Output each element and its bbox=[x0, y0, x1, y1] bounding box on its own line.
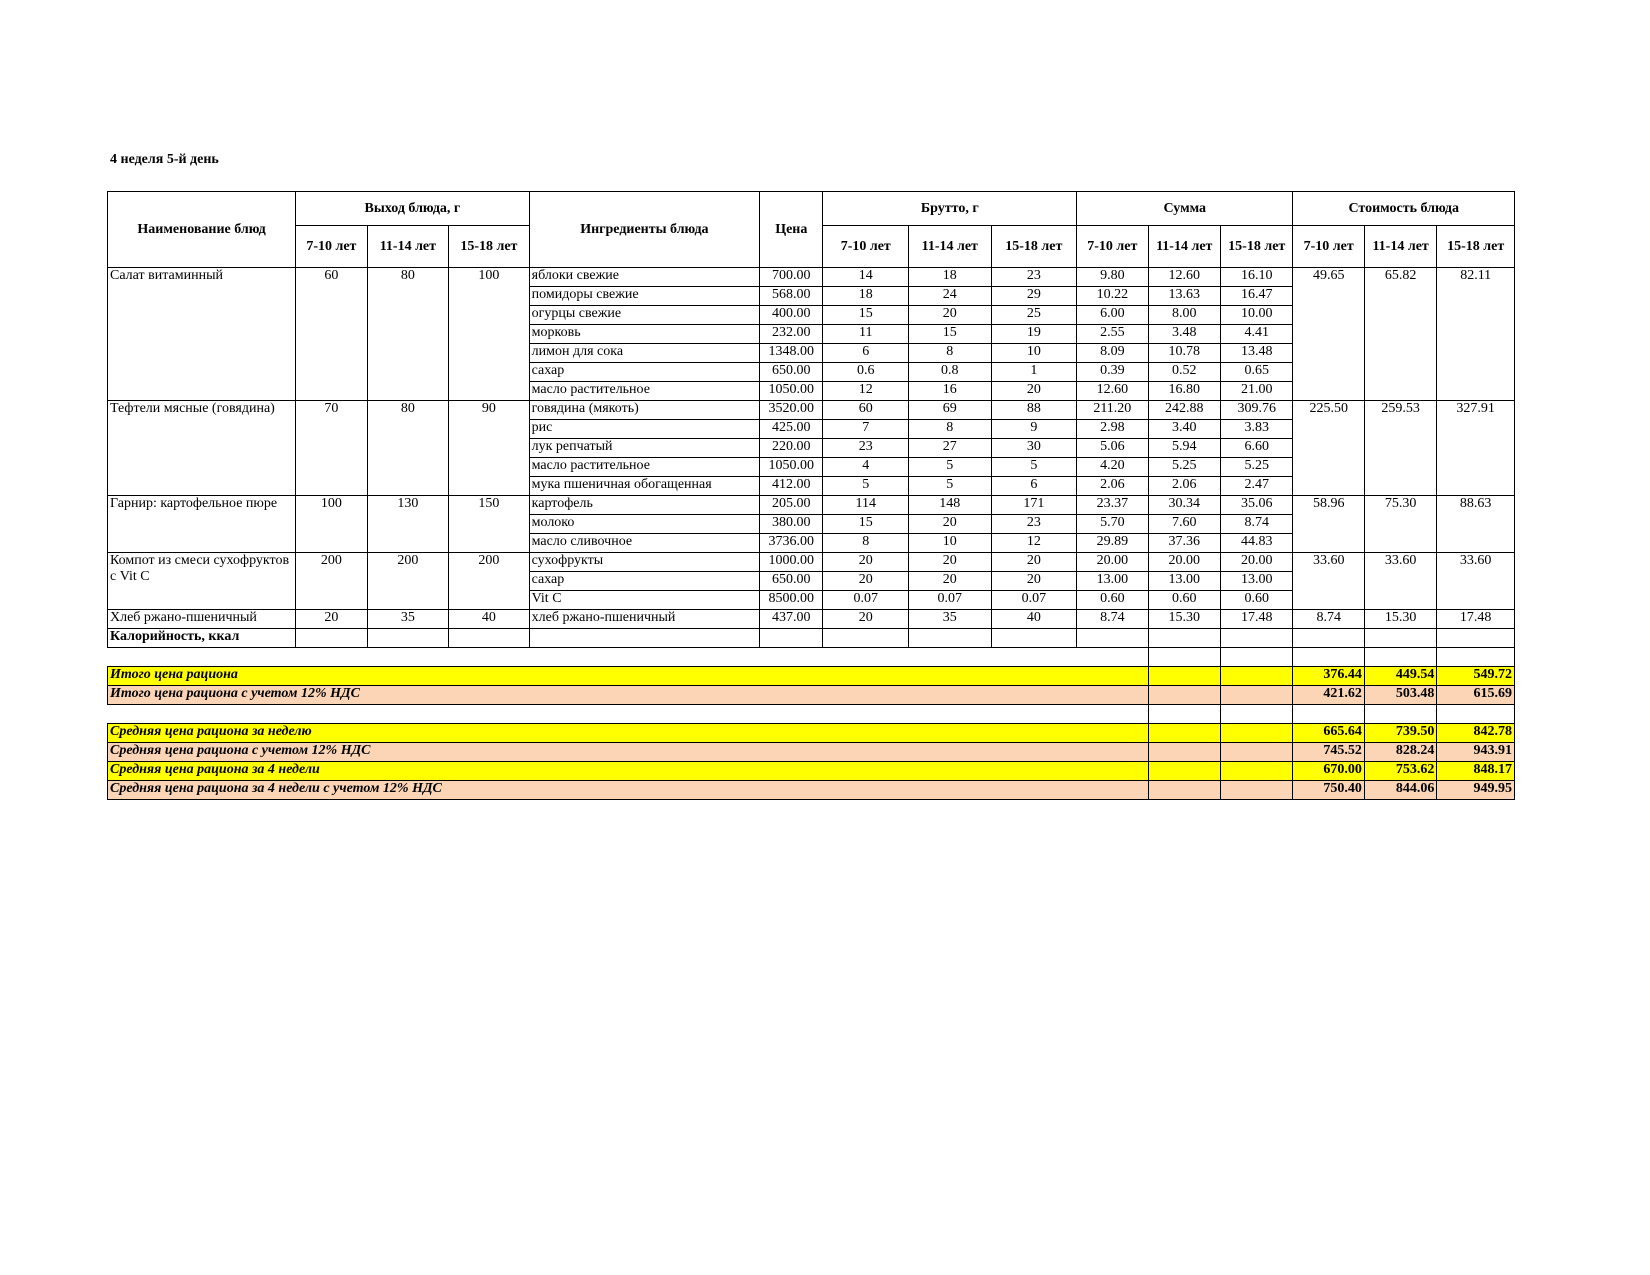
ingredient-name: лук репчатый bbox=[529, 439, 759, 458]
total-value: 753.62 bbox=[1364, 762, 1436, 781]
dish-cost: 327.91 bbox=[1437, 401, 1515, 496]
header-age: 11-14 лет bbox=[1148, 226, 1220, 268]
empty-cell bbox=[1364, 648, 1436, 667]
total-value: 665.64 bbox=[1293, 724, 1364, 743]
header-age: 15-18 лет bbox=[449, 226, 530, 268]
ingredient-price: 650.00 bbox=[760, 363, 823, 382]
empty-cell bbox=[1364, 705, 1436, 724]
ingredient-sum: 8.09 bbox=[1077, 344, 1148, 363]
calories-row bbox=[108, 629, 1515, 648]
ingredient-brutto: 23 bbox=[991, 515, 1077, 534]
menu-table bbox=[107, 191, 1515, 800]
dish-cost: 8.74 bbox=[1293, 610, 1364, 629]
header-age: 7-10 лет bbox=[296, 226, 367, 268]
ingredient-brutto: 10 bbox=[909, 534, 992, 553]
ingredient-brutto: 20 bbox=[909, 306, 992, 325]
ingredient-brutto: 18 bbox=[823, 287, 909, 306]
empty-cell bbox=[1220, 743, 1292, 762]
ingredient-brutto: 0.8 bbox=[909, 363, 992, 382]
ingredient-name: картофель bbox=[529, 496, 759, 515]
ingredient-brutto: 14 bbox=[823, 268, 909, 287]
ingredient-brutto: 4 bbox=[823, 458, 909, 477]
ingredient-brutto: 12 bbox=[823, 382, 909, 401]
ingredient-price: 1348.00 bbox=[760, 344, 823, 363]
total-value: 549.72 bbox=[1437, 667, 1515, 686]
total-value: 828.24 bbox=[1364, 743, 1436, 762]
ingredient-brutto: 15 bbox=[909, 325, 992, 344]
total-value: 376.44 bbox=[1293, 667, 1364, 686]
ingredient-brutto: 23 bbox=[823, 439, 909, 458]
ingredient-brutto: 12 bbox=[991, 534, 1077, 553]
ingredient-row bbox=[108, 401, 1515, 420]
ingredient-sum: 16.47 bbox=[1220, 287, 1292, 306]
ingredient-name: рис bbox=[529, 420, 759, 439]
ingredient-brutto: 24 bbox=[909, 287, 992, 306]
total-value: 449.54 bbox=[1364, 667, 1436, 686]
header-age: 15-18 лет bbox=[1220, 226, 1292, 268]
ingredient-brutto: 19 bbox=[991, 325, 1077, 344]
header-age: 7-10 лет bbox=[1293, 226, 1364, 268]
ingredient-sum: 309.76 bbox=[1220, 401, 1292, 420]
empty-cell bbox=[1148, 781, 1220, 800]
ingredient-name: морковь bbox=[529, 325, 759, 344]
ingredient-brutto: 6 bbox=[823, 344, 909, 363]
dish-cost: 75.30 bbox=[1364, 496, 1436, 553]
empty-cell bbox=[108, 705, 1149, 724]
ingredient-brutto: 6 bbox=[991, 477, 1077, 496]
empty-cell bbox=[1148, 667, 1220, 686]
total-label: Итого цена рациона с учетом 12% НДС bbox=[108, 686, 1149, 705]
ingredient-sum: 2.06 bbox=[1077, 477, 1148, 496]
empty-cell bbox=[1220, 724, 1292, 743]
empty-cell bbox=[1148, 724, 1220, 743]
ingredient-brutto: 20 bbox=[991, 553, 1077, 572]
empty-cell bbox=[991, 629, 1077, 648]
dish-yield: 200 bbox=[367, 553, 449, 610]
ingredient-price: 700.00 bbox=[760, 268, 823, 287]
empty-cell bbox=[1220, 781, 1292, 800]
ingredient-sum: 8.74 bbox=[1220, 515, 1292, 534]
empty-cell bbox=[1293, 629, 1364, 648]
ingredient-brutto: 25 bbox=[991, 306, 1077, 325]
empty-cell bbox=[1364, 629, 1436, 648]
total-value: 949.95 bbox=[1437, 781, 1515, 800]
total-value: 739.50 bbox=[1364, 724, 1436, 743]
ingredient-price: 3736.00 bbox=[760, 534, 823, 553]
total-label: Средняя цена рациона с учетом 12% НДС bbox=[108, 743, 1149, 762]
ingredient-sum: 0.52 bbox=[1148, 363, 1220, 382]
total-value: 615.69 bbox=[1437, 686, 1515, 705]
ingredient-sum: 2.55 bbox=[1077, 325, 1148, 344]
ingredient-price: 437.00 bbox=[760, 610, 823, 629]
dish-cost: 33.60 bbox=[1293, 553, 1364, 610]
dish-cost: 33.60 bbox=[1364, 553, 1436, 610]
ingredient-sum: 8.74 bbox=[1077, 610, 1148, 629]
ingredient-brutto: 0.6 bbox=[823, 363, 909, 382]
total-value: 842.78 bbox=[1437, 724, 1515, 743]
menu-body bbox=[108, 268, 1515, 800]
dish-cost: 65.82 bbox=[1364, 268, 1436, 401]
ingredient-sum: 21.00 bbox=[1220, 382, 1292, 401]
empty-cell bbox=[1437, 629, 1515, 648]
dish-name: Компот из смеси сухофруктов с Vit C bbox=[108, 553, 296, 610]
empty-cell bbox=[1148, 705, 1220, 724]
ingredient-sum: 2.06 bbox=[1148, 477, 1220, 496]
empty-cell bbox=[529, 629, 759, 648]
dish-cost: 15.30 bbox=[1364, 610, 1436, 629]
total-label: Средняя цена рациона за 4 недели bbox=[108, 762, 1149, 781]
ingredient-price: 400.00 bbox=[760, 306, 823, 325]
header-ingredients: Ингредиенты блюда bbox=[529, 192, 759, 268]
blank-row bbox=[108, 648, 1515, 667]
ingredient-sum: 13.00 bbox=[1077, 572, 1148, 591]
ingredient-brutto: 0.07 bbox=[823, 591, 909, 610]
ingredient-brutto: 15 bbox=[823, 306, 909, 325]
ingredient-sum: 5.94 bbox=[1148, 439, 1220, 458]
header-brutto: Брутто, г bbox=[823, 192, 1077, 226]
ingredient-sum: 15.30 bbox=[1148, 610, 1220, 629]
ingredient-brutto: 15 bbox=[823, 515, 909, 534]
ingredient-sum: 0.60 bbox=[1077, 591, 1148, 610]
ingredient-sum: 2.98 bbox=[1077, 420, 1148, 439]
ingredient-sum: 12.60 bbox=[1077, 382, 1148, 401]
empty-cell bbox=[1220, 686, 1292, 705]
ingredient-sum: 5.25 bbox=[1148, 458, 1220, 477]
header-yield: Выход блюда, г bbox=[296, 192, 529, 226]
ingredient-brutto: 171 bbox=[991, 496, 1077, 515]
ingredient-sum: 16.10 bbox=[1220, 268, 1292, 287]
total-value: 844.06 bbox=[1364, 781, 1436, 800]
ingredient-sum: 8.00 bbox=[1148, 306, 1220, 325]
ingredient-sum: 12.60 bbox=[1148, 268, 1220, 287]
ingredient-sum: 0.60 bbox=[1148, 591, 1220, 610]
empty-cell bbox=[823, 629, 909, 648]
ingredient-sum: 16.80 bbox=[1148, 382, 1220, 401]
empty-cell bbox=[1148, 686, 1220, 705]
dish-yield: 40 bbox=[449, 610, 530, 629]
ingredient-price: 232.00 bbox=[760, 325, 823, 344]
total-label: Средняя цена рациона за 4 недели с учетом 12% НДС bbox=[108, 781, 1149, 800]
empty-cell bbox=[1220, 762, 1292, 781]
dish-cost: 225.50 bbox=[1293, 401, 1364, 496]
total-value: 745.52 bbox=[1293, 743, 1364, 762]
ingredient-sum: 2.47 bbox=[1220, 477, 1292, 496]
ingredient-brutto: 114 bbox=[823, 496, 909, 515]
ingredient-brutto: 10 bbox=[991, 344, 1077, 363]
ingredient-sum: 20.00 bbox=[1148, 553, 1220, 572]
ingredient-brutto: 0.07 bbox=[909, 591, 992, 610]
empty-cell bbox=[449, 629, 530, 648]
calories-label: Калорийность, ккал bbox=[108, 629, 296, 648]
empty-cell bbox=[367, 629, 449, 648]
ingredient-name: яблоки свежие bbox=[529, 268, 759, 287]
ingredient-brutto: 69 bbox=[909, 401, 992, 420]
ingredient-brutto: 23 bbox=[991, 268, 1077, 287]
ingredient-sum: 13.48 bbox=[1220, 344, 1292, 363]
ingredient-sum: 13.00 bbox=[1220, 572, 1292, 591]
empty-cell bbox=[1148, 648, 1220, 667]
empty-cell bbox=[1220, 705, 1292, 724]
ingredient-sum: 4.41 bbox=[1220, 325, 1292, 344]
empty-cell bbox=[108, 648, 1149, 667]
total-row bbox=[108, 781, 1515, 800]
empty-cell bbox=[1437, 705, 1515, 724]
ingredient-brutto: 20 bbox=[823, 553, 909, 572]
sheet-title: 4 неделя 5-й день bbox=[110, 152, 219, 167]
ingredient-brutto: 20 bbox=[991, 572, 1077, 591]
ingredient-name: масло сливочное bbox=[529, 534, 759, 553]
ingredient-name: сухофрукты bbox=[529, 553, 759, 572]
empty-cell bbox=[1220, 648, 1292, 667]
ingredient-sum: 17.48 bbox=[1220, 610, 1292, 629]
total-row bbox=[108, 743, 1515, 762]
header-age: 11-14 лет bbox=[909, 226, 992, 268]
ingredient-sum: 3.83 bbox=[1220, 420, 1292, 439]
ingredient-sum: 44.83 bbox=[1220, 534, 1292, 553]
ingredient-brutto: 20 bbox=[991, 382, 1077, 401]
ingredient-name: Vit C bbox=[529, 591, 759, 610]
ingredient-brutto: 20 bbox=[909, 572, 992, 591]
dish-name: Салат витаминный bbox=[108, 268, 296, 401]
ingredient-brutto: 8 bbox=[823, 534, 909, 553]
dish-yield: 200 bbox=[449, 553, 530, 610]
ingredient-sum: 37.36 bbox=[1148, 534, 1220, 553]
ingredient-name: говядина (мякоть) bbox=[529, 401, 759, 420]
empty-cell bbox=[296, 629, 367, 648]
total-value: 503.48 bbox=[1364, 686, 1436, 705]
ingredient-name: сахар bbox=[529, 363, 759, 382]
dish-yield: 200 bbox=[296, 553, 367, 610]
ingredient-brutto: 60 bbox=[823, 401, 909, 420]
ingredient-name: мука пшеничная обогащенная bbox=[529, 477, 759, 496]
ingredient-brutto: 30 bbox=[991, 439, 1077, 458]
ingredient-brutto: 7 bbox=[823, 420, 909, 439]
ingredient-brutto: 20 bbox=[909, 553, 992, 572]
blank-row bbox=[108, 705, 1515, 724]
ingredient-sum: 3.40 bbox=[1148, 420, 1220, 439]
header-age: 11-14 лет bbox=[367, 226, 449, 268]
dish-yield: 90 bbox=[449, 401, 530, 496]
ingredient-sum: 10.78 bbox=[1148, 344, 1220, 363]
dish-cost: 33.60 bbox=[1437, 553, 1515, 610]
empty-cell bbox=[1148, 762, 1220, 781]
empty-cell bbox=[1293, 705, 1364, 724]
ingredient-row bbox=[108, 553, 1515, 572]
ingredient-brutto: 35 bbox=[909, 610, 992, 629]
total-value: 670.00 bbox=[1293, 762, 1364, 781]
ingredient-row bbox=[108, 610, 1515, 629]
ingredient-brutto: 18 bbox=[909, 268, 992, 287]
dish-yield: 100 bbox=[296, 496, 367, 553]
ingredient-brutto: 11 bbox=[823, 325, 909, 344]
dish-cost: 259.53 bbox=[1364, 401, 1436, 496]
ingredient-price: 412.00 bbox=[760, 477, 823, 496]
dish-cost: 82.11 bbox=[1437, 268, 1515, 401]
header-age: 7-10 лет bbox=[823, 226, 909, 268]
ingredient-sum: 9.80 bbox=[1077, 268, 1148, 287]
dish-cost: 17.48 bbox=[1437, 610, 1515, 629]
dish-name: Тефтели мясные (говядина) bbox=[108, 401, 296, 496]
empty-cell bbox=[1293, 648, 1364, 667]
ingredient-sum: 6.00 bbox=[1077, 306, 1148, 325]
ingredient-sum: 7.60 bbox=[1148, 515, 1220, 534]
dish-yield: 35 bbox=[367, 610, 449, 629]
empty-cell bbox=[1148, 629, 1220, 648]
ingredient-sum: 35.06 bbox=[1220, 496, 1292, 515]
ingredient-price: 650.00 bbox=[760, 572, 823, 591]
dish-yield: 60 bbox=[296, 268, 367, 401]
ingredient-price: 1050.00 bbox=[760, 458, 823, 477]
total-row bbox=[108, 724, 1515, 743]
total-label: Средняя цена рациона за неделю bbox=[108, 724, 1149, 743]
ingredient-brutto: 5 bbox=[909, 458, 992, 477]
dish-name: Гарнир: картофельное пюре bbox=[108, 496, 296, 553]
ingredient-brutto: 5 bbox=[823, 477, 909, 496]
header-dish-name: Наименование блюд bbox=[108, 192, 296, 268]
ingredient-brutto: 8 bbox=[909, 344, 992, 363]
ingredient-row bbox=[108, 268, 1515, 287]
ingredient-brutto: 148 bbox=[909, 496, 992, 515]
ingredient-sum: 29.89 bbox=[1077, 534, 1148, 553]
empty-cell bbox=[1148, 743, 1220, 762]
ingredient-brutto: 9 bbox=[991, 420, 1077, 439]
ingredient-brutto: 20 bbox=[909, 515, 992, 534]
dish-yield: 100 bbox=[449, 268, 530, 401]
ingredient-sum: 20.00 bbox=[1220, 553, 1292, 572]
dish-yield: 80 bbox=[367, 401, 449, 496]
ingredient-sum: 5.06 bbox=[1077, 439, 1148, 458]
header-price: Цена bbox=[760, 192, 823, 268]
ingredient-row bbox=[108, 496, 1515, 515]
ingredient-sum: 211.20 bbox=[1077, 401, 1148, 420]
ingredient-brutto: 5 bbox=[991, 458, 1077, 477]
ingredient-sum: 5.25 bbox=[1220, 458, 1292, 477]
ingredient-price: 3520.00 bbox=[760, 401, 823, 420]
ingredient-sum: 242.88 bbox=[1148, 401, 1220, 420]
ingredient-sum: 10.22 bbox=[1077, 287, 1148, 306]
ingredient-price: 425.00 bbox=[760, 420, 823, 439]
dish-cost: 88.63 bbox=[1437, 496, 1515, 553]
total-label: Итого цена рациона bbox=[108, 667, 1149, 686]
empty-cell bbox=[909, 629, 992, 648]
ingredient-sum: 4.20 bbox=[1077, 458, 1148, 477]
dish-yield: 70 bbox=[296, 401, 367, 496]
total-row bbox=[108, 686, 1515, 705]
ingredient-sum: 5.70 bbox=[1077, 515, 1148, 534]
ingredient-brutto: 20 bbox=[823, 610, 909, 629]
ingredient-sum: 0.65 bbox=[1220, 363, 1292, 382]
ingredient-sum: 0.60 bbox=[1220, 591, 1292, 610]
header-age: 11-14 лет bbox=[1364, 226, 1436, 268]
dish-yield: 130 bbox=[367, 496, 449, 553]
ingredient-sum: 20.00 bbox=[1077, 553, 1148, 572]
empty-cell bbox=[1220, 629, 1292, 648]
total-value: 848.17 bbox=[1437, 762, 1515, 781]
total-value: 421.62 bbox=[1293, 686, 1364, 705]
ingredient-sum: 13.63 bbox=[1148, 287, 1220, 306]
dish-cost: 58.96 bbox=[1293, 496, 1364, 553]
total-value: 943.91 bbox=[1437, 743, 1515, 762]
ingredient-sum: 10.00 bbox=[1220, 306, 1292, 325]
header-cost: Стоимость блюда bbox=[1293, 192, 1515, 226]
ingredient-name: огурцы свежие bbox=[529, 306, 759, 325]
ingredient-sum: 6.60 bbox=[1220, 439, 1292, 458]
header-age: 7-10 лет bbox=[1077, 226, 1148, 268]
ingredient-brutto: 16 bbox=[909, 382, 992, 401]
empty-cell bbox=[1437, 648, 1515, 667]
dish-yield: 80 bbox=[367, 268, 449, 401]
dish-yield: 20 bbox=[296, 610, 367, 629]
ingredient-sum: 3.48 bbox=[1148, 325, 1220, 344]
ingredient-price: 8500.00 bbox=[760, 591, 823, 610]
ingredient-sum: 23.37 bbox=[1077, 496, 1148, 515]
ingredient-brutto: 5 bbox=[909, 477, 992, 496]
empty-cell bbox=[1220, 667, 1292, 686]
header-age: 15-18 лет bbox=[1437, 226, 1515, 268]
dish-name: Хлеб ржано-пшеничный bbox=[108, 610, 296, 629]
header-age: 15-18 лет bbox=[991, 226, 1077, 268]
ingredient-name: масло растительное bbox=[529, 458, 759, 477]
ingredient-name: сахар bbox=[529, 572, 759, 591]
ingredient-name: лимон для сока bbox=[529, 344, 759, 363]
ingredient-brutto: 0.07 bbox=[991, 591, 1077, 610]
ingredient-price: 568.00 bbox=[760, 287, 823, 306]
ingredient-price: 1000.00 bbox=[760, 553, 823, 572]
total-value: 750.40 bbox=[1293, 781, 1364, 800]
ingredient-price: 380.00 bbox=[760, 515, 823, 534]
ingredient-price: 205.00 bbox=[760, 496, 823, 515]
header-sum: Сумма bbox=[1077, 192, 1293, 226]
dish-cost: 49.65 bbox=[1293, 268, 1364, 401]
dish-yield: 150 bbox=[449, 496, 530, 553]
ingredient-brutto: 20 bbox=[823, 572, 909, 591]
ingredient-brutto: 29 bbox=[991, 287, 1077, 306]
ingredient-price: 220.00 bbox=[760, 439, 823, 458]
total-row bbox=[108, 762, 1515, 781]
ingredient-sum: 30.34 bbox=[1148, 496, 1220, 515]
ingredient-name: помидоры свежие bbox=[529, 287, 759, 306]
ingredient-brutto: 8 bbox=[909, 420, 992, 439]
ingredient-name: молоко bbox=[529, 515, 759, 534]
ingredient-name: хлеб ржано-пшеничный bbox=[529, 610, 759, 629]
ingredient-sum: 13.00 bbox=[1148, 572, 1220, 591]
empty-cell bbox=[1077, 629, 1148, 648]
ingredient-brutto: 40 bbox=[991, 610, 1077, 629]
empty-cell bbox=[760, 629, 823, 648]
total-row bbox=[108, 667, 1515, 686]
ingredient-name: масло растительное bbox=[529, 382, 759, 401]
ingredient-price: 1050.00 bbox=[760, 382, 823, 401]
ingredient-sum: 0.39 bbox=[1077, 363, 1148, 382]
ingredient-brutto: 88 bbox=[991, 401, 1077, 420]
ingredient-brutto: 27 bbox=[909, 439, 992, 458]
ingredient-brutto: 1 bbox=[991, 363, 1077, 382]
